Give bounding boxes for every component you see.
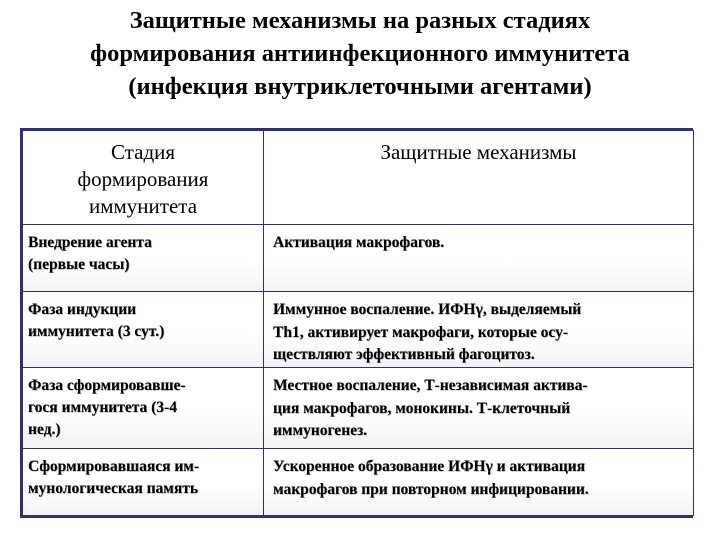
stage-line: (первые часы) [28,256,130,273]
title-line-3: (инфекция внутриклеточными агентами) [128,73,592,100]
stage-cell [23,449,264,516]
stage-line: гося иммунитета (3-4 [28,399,177,416]
mechanism-line: ция макрофагов, монокины. Т-клеточный [273,399,571,417]
mechanism-line: макрофагов при повторном инфицировании. [273,480,589,498]
title-line-2: формирования антиинфекционного иммунитета [90,40,630,67]
table-row [23,225,694,292]
slide-title [0,4,720,103]
stage-line: Внедрение агента [28,234,152,251]
header-stage-line: Стадия [110,140,176,164]
title-line-1: Защитные механизмы на разных стадиях [129,7,591,34]
mechanism-line: Ускоренное образование ИФНγ и активация [273,458,585,475]
stage-line: Фаза индукции [28,301,137,318]
table-header-row [23,131,694,225]
mechanism-line: Иммунное воспаление. ИФНγ, выделяемый [273,301,582,318]
immunity-table [20,128,693,518]
header-mechanisms [264,131,694,225]
table-row [23,449,694,516]
header-stage [23,131,264,225]
stage-line: Фаза сформировавше- [28,377,186,394]
stage-line: нед.) [28,421,61,438]
stage-cell [23,292,264,368]
stage-line: Сформировавшаяся им- [28,458,200,475]
mechanism-line: Местное воспаление, Т-независимая актива- [273,377,588,394]
mechanism-line: Активация макрофагов. [273,234,445,251]
header-stage-line: формирования [77,167,209,191]
stage-cell [23,225,264,292]
mechanism-cell [264,292,694,368]
mechanism-cell [264,225,694,292]
mechanism-line: иммуногенез. [273,422,368,439]
mechanism-line: ществляют эффективный фагоцитоз. [273,346,535,363]
header-mechanisms-label: Защитные механизмы [380,140,577,164]
mechanism-cell [264,449,694,516]
mechanism-line: Th1, активирует макрофаги, которые осу- [273,323,568,341]
header-stage-line: иммунитета [88,194,198,218]
table-row [23,292,694,368]
stage-line: мунологическая память [28,480,199,497]
stage-cell [23,368,264,449]
table-row [23,368,694,449]
mechanism-cell [264,368,694,449]
stage-line: иммунитета (3 сут.) [28,323,165,340]
